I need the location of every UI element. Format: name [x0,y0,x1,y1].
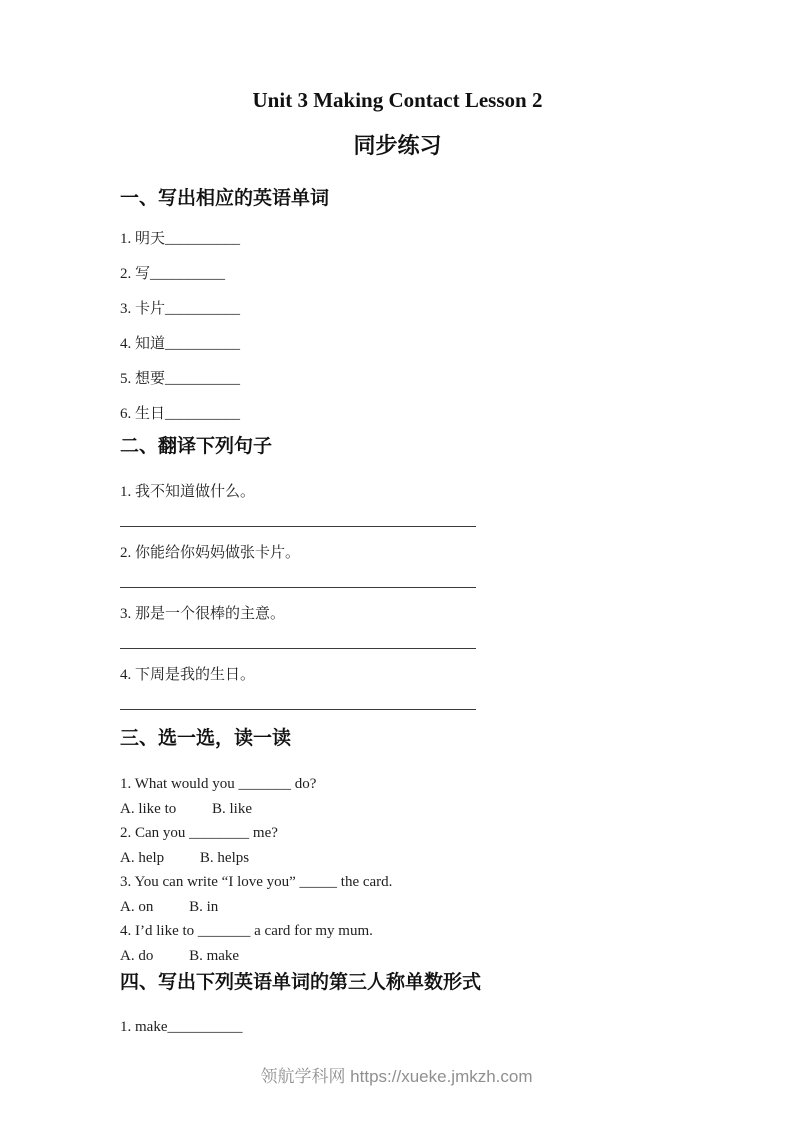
choice-question: 4. I’d like to _______ a card for my mum. [120,923,373,939]
option-a: A. like to [120,800,177,817]
section3-heading: 三、选一选，读一读 [120,728,292,749]
answer-blank-line [120,526,476,527]
choice-item [120,821,675,870]
choice-options [120,846,675,871]
translation-sentence: 3. 那是一个很棒的主意。 [120,606,286,622]
choice-question: 1. What would you _______ do? [120,776,317,792]
page-subtitle: 同步练习 [353,133,442,158]
choice-item [120,772,675,821]
option-a: A. do [120,947,154,964]
footer-watermark [0,1066,793,1088]
word-fill-item: 1. 明天__________ [120,231,241,247]
option-b: B. in [189,898,219,915]
translation-item [120,665,675,710]
choice-question: 3. You can write “I love you” _____ the card. [120,874,393,890]
translation-sentence: 1. 我不知道做什么。 [120,484,256,500]
translation-item [120,604,675,649]
choice-options [120,944,675,969]
section1-heading: 一、写出相应的英语单词 [120,188,330,209]
word-fill-item: 1. make__________ [120,1019,243,1035]
option-a: A. on [120,898,154,915]
word-fill-item: 5. 想要__________ [120,371,241,387]
option-b: B. helps [199,849,250,866]
answer-blank-line [120,709,476,710]
word-fill-item: 4. 知道__________ [120,336,241,352]
choice-options [120,797,675,822]
section2-translation-list [120,482,675,710]
word-fill-item: 2. 写__________ [120,266,226,282]
translation-item [120,543,675,588]
section4-heading: 四、写出下列英语单词的第三人称单数形式 [120,972,482,993]
section1-word-list [120,222,675,432]
option-a: A. help [120,849,165,866]
word-fill-item: 6. 生日__________ [120,406,241,422]
translation-item [120,482,675,527]
choice-item [120,870,675,919]
option-b: B. make [189,947,240,964]
word-fill-item: 3. 卡片__________ [120,301,241,317]
translation-sentence: 2. 你能给你妈妈做张卡片。 [120,545,301,561]
section4-word-list [120,1010,675,1045]
option-b: B. like [212,800,252,817]
section2-heading: 二、翻译下列句子 [120,436,273,457]
answer-blank-line [120,648,476,649]
answer-blank-line [120,587,476,588]
translation-sentence: 4. 下周是我的生日。 [120,667,256,683]
section3-choice-list [120,772,675,968]
choice-item [120,919,675,968]
page-title: Unit 3 Making Contact Lesson 2 [252,88,543,112]
choice-options [120,895,675,920]
choice-question: 2. Can you ________ me? [120,825,278,841]
watermark-text: 领航学科网 https://xueke.jmkzh.com [260,1067,533,1086]
